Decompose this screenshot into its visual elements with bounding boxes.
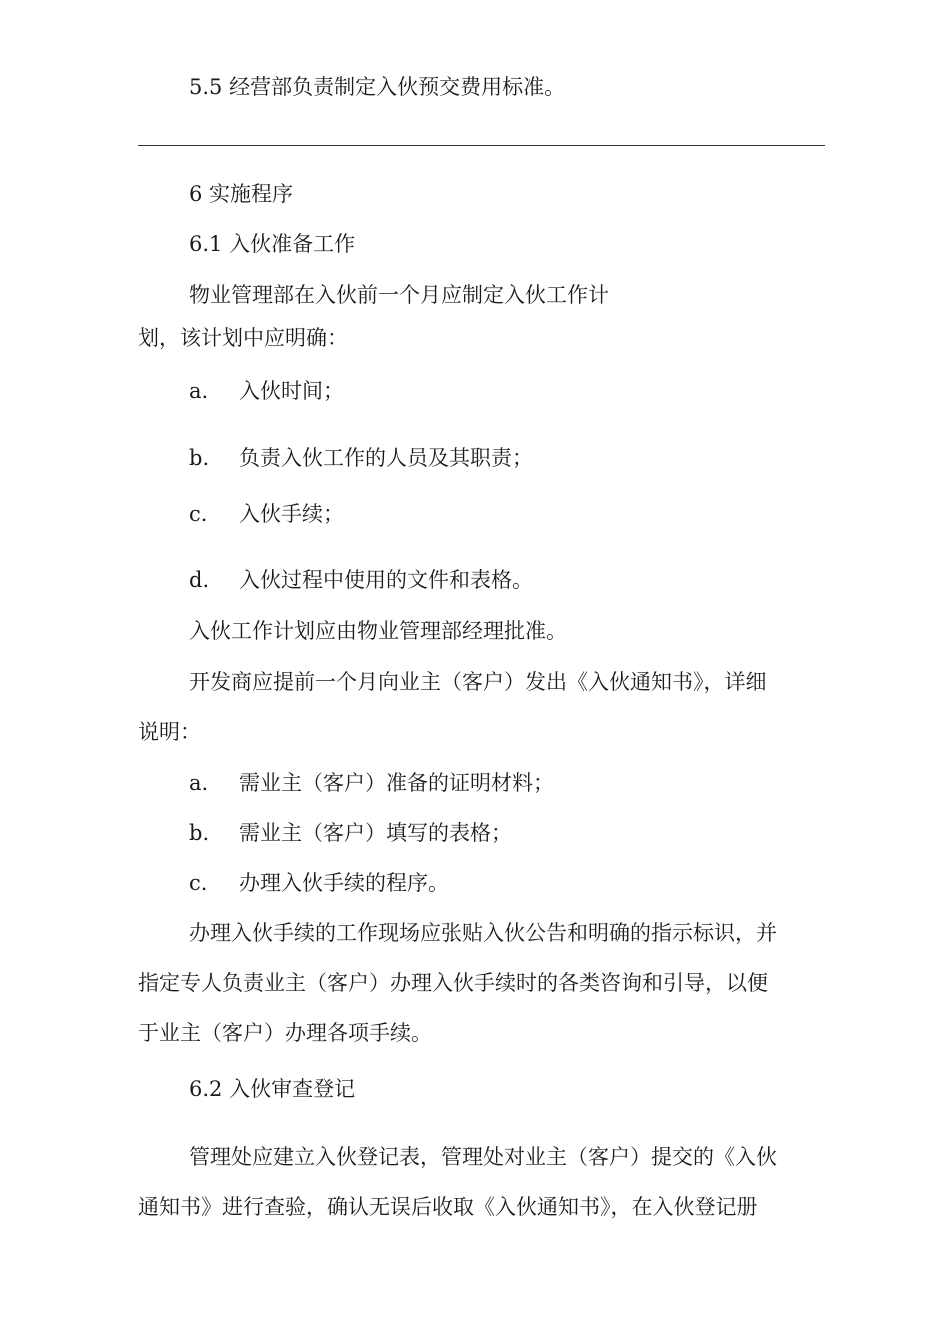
paragraph-onsite-line-3: 于业主（客户）办理各项手续。 bbox=[138, 1021, 432, 1045]
section-divider bbox=[138, 145, 825, 146]
section-6-heading: 6 实施程序 bbox=[189, 182, 294, 206]
list-item bbox=[189, 565, 533, 595]
list-item bbox=[189, 376, 344, 406]
list-marker: d. bbox=[189, 568, 210, 592]
paragraph-notice-line-1: 开发商应提前一个月向业主（客户）发出《入伙通知书》，详细 bbox=[189, 670, 767, 694]
paragraph-registration-line-2: 通知书》进行查验，确认无误后收取《入伙通知书》，在入伙登记册 bbox=[138, 1195, 758, 1219]
paragraph-onsite-line-1: 办理入伙手续的工作现场应张贴入伙公告和明确的指示标识，并 bbox=[189, 921, 777, 945]
list-text: 负责入伙工作的人员及其职责； bbox=[239, 446, 533, 470]
list-marker: a. bbox=[189, 771, 209, 795]
list-text: 办理入伙手续的程序。 bbox=[239, 871, 449, 895]
list-text: 入伙时间； bbox=[239, 379, 344, 403]
paragraph-approval: 入伙工作计划应由物业管理部经理批准。 bbox=[189, 619, 567, 643]
list-item bbox=[189, 768, 554, 798]
list-marker: a. bbox=[189, 379, 209, 403]
list-item bbox=[189, 818, 512, 848]
list-marker: b. bbox=[189, 446, 210, 470]
paragraph-notice-line-2: 说明： bbox=[138, 720, 201, 744]
section-6-1-heading: 6.1 入伙准备工作 bbox=[189, 232, 356, 256]
paragraph-registration-line-1: 管理处应建立入伙登记表，管理处对业主（客户）提交的《入伙 bbox=[189, 1145, 777, 1169]
list-text: 入伙手续； bbox=[239, 502, 344, 526]
list-item bbox=[189, 868, 449, 898]
clause-5-5: 5.5 经营部负责制定入伙预交费用标准。 bbox=[189, 75, 566, 99]
paragraph-plan-line-2: 划，该计划中应明确： bbox=[138, 326, 348, 350]
list-marker: c. bbox=[189, 502, 208, 526]
paragraph-onsite-line-2: 指定专人负责业主（客户）办理入伙手续时的各类咨询和引导，以便 bbox=[138, 971, 768, 995]
list-item bbox=[189, 443, 533, 473]
list-text: 入伙过程中使用的文件和表格。 bbox=[239, 568, 533, 592]
list-marker: c. bbox=[189, 871, 208, 895]
paragraph-plan-line-1: 物业管理部在入伙前一个月应制定入伙工作计 bbox=[189, 283, 609, 307]
list-text: 需业主（客户）填写的表格； bbox=[239, 821, 512, 845]
list-text: 需业主（客户）准备的证明材料； bbox=[239, 771, 554, 795]
list-marker: b. bbox=[189, 821, 210, 845]
list-item bbox=[189, 499, 344, 529]
section-6-2-heading: 6.2 入伙审查登记 bbox=[189, 1077, 356, 1101]
